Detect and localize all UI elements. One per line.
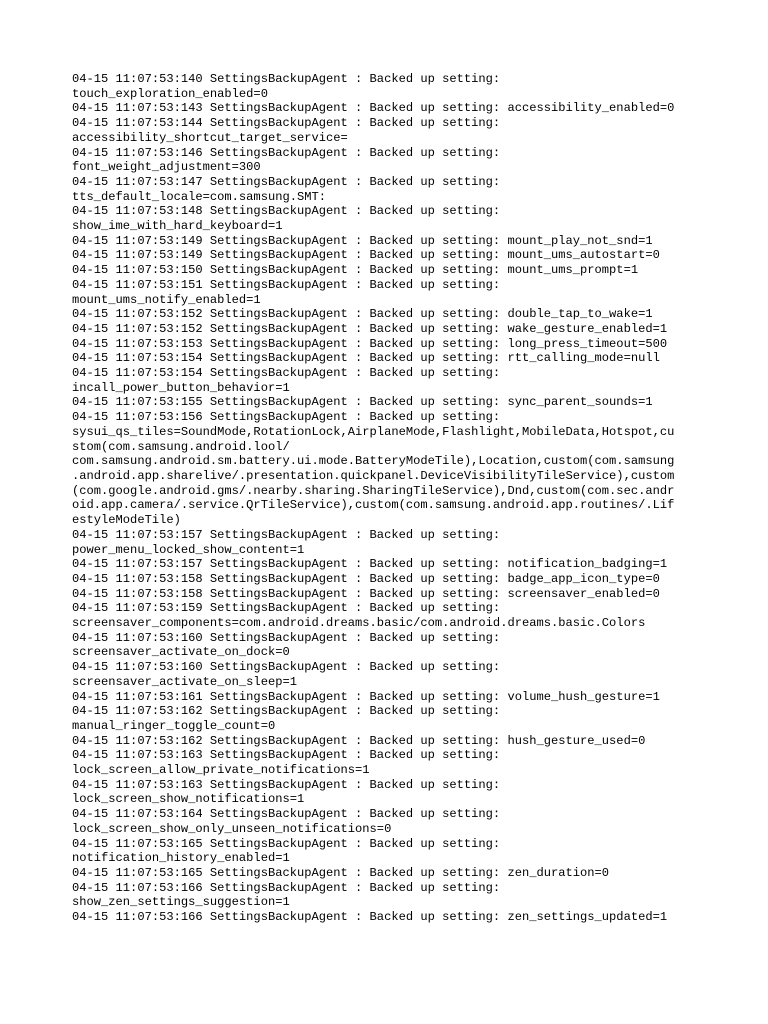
log-line: 04-15 11:07:53:162 SettingsBackupAgent : Backed up setting: xyxy=(72,704,501,719)
log-line: 04-15 11:07:53:140 SettingsBackupAgent : Backed up setting: xyxy=(72,72,501,86)
log-line: com.samsung.android.sm.battery.ui.mode.BatteryModeTile),Location,custom(com.samsung xyxy=(72,454,675,469)
log-line: 04-15 11:07:53:156 SettingsBackupAgent : Backed up setting: xyxy=(72,410,501,425)
log-line: 04-15 11:07:53:143 SettingsBackupAgent : Backed up setting: accessibility_enabled=0 xyxy=(72,101,675,116)
log-line: 04-15 11:07:53:162 SettingsBackupAgent : Backed up setting: hush_gesture_used=0 xyxy=(72,733,646,748)
log-line: manual_ringer_toggle_count=0 xyxy=(72,718,276,733)
log-line: 04-15 11:07:53:154 SettingsBackupAgent : Backed up setting: xyxy=(72,366,501,381)
log-line: 04-15 11:07:53:157 SettingsBackupAgent : Backed up setting: notification_badging=1 xyxy=(72,557,668,572)
log-line: 04-15 11:07:53:157 SettingsBackupAgent : Backed up setting: xyxy=(72,527,501,542)
log-line: 04-15 11:07:53:164 SettingsBackupAgent : Backed up setting: xyxy=(72,807,501,822)
log-line: 04-15 11:07:53:148 SettingsBackupAgent : Backed up setting: xyxy=(72,204,501,219)
log-line: notification_history_enabled=1 xyxy=(72,851,290,866)
log-line: 04-15 11:07:53:151 SettingsBackupAgent : Backed up setting: xyxy=(72,277,501,292)
log-line: 04-15 11:07:53:152 SettingsBackupAgent : Backed up setting: wake_gesture_enabled=1 xyxy=(72,321,668,336)
log-line: lock_screen_show_notifications=1 xyxy=(72,792,305,807)
log-line: 04-15 11:07:53:154 SettingsBackupAgent : Backed up setting: rtt_calling_mode=null xyxy=(72,351,660,366)
log-line: lock_screen_allow_private_notifications=1 xyxy=(72,763,370,778)
log-line: font_weight_adjustment=300 xyxy=(72,160,261,175)
log-line: 04-15 11:07:53:159 SettingsBackupAgent : Backed up setting: xyxy=(72,601,501,616)
log-line: 04-15 11:07:53:161 SettingsBackupAgent : Backed up setting: volume_hush_gesture=1 xyxy=(72,689,660,704)
log-line: .android.app.sharelive/.presentation.quickpanel.DeviceVisibilityTileService),custom xyxy=(72,468,675,483)
log-line: oid.app.camera/.service.QrTileService),custom(com.samsung.android.app.routines/.Lif xyxy=(72,498,675,513)
log-line: 04-15 11:07:53:155 SettingsBackupAgent : Backed up setting: sync_parent_sounds=1 xyxy=(72,395,653,410)
log-line: 04-15 11:07:53:163 SettingsBackupAgent : Backed up setting: xyxy=(72,748,501,763)
log-line: 04-15 11:07:53:165 SettingsBackupAgent : Backed up setting: zen_duration=0 xyxy=(72,865,610,880)
log-line: stom(com.samsung.android.lool/ xyxy=(72,439,290,454)
log-line: 04-15 11:07:53:144 SettingsBackupAgent : Backed up setting: xyxy=(72,116,501,131)
log-line: accessibility_shortcut_target_service= xyxy=(72,130,348,145)
log-line: screensaver_activate_on_sleep=1 xyxy=(72,674,297,689)
log-line: 04-15 11:07:53:146 SettingsBackupAgent : Backed up setting: xyxy=(72,145,501,160)
log-line: 04-15 11:07:53:158 SettingsBackupAgent : Backed up setting: badge_app_icon_type=0 xyxy=(72,571,660,586)
log-line: power_menu_locked_show_content=1 xyxy=(72,542,305,557)
log-line: 04-15 11:07:53:153 SettingsBackupAgent : Backed up setting: long_press_timeout=500 xyxy=(72,336,668,351)
log-line: show_ime_with_hard_keyboard=1 xyxy=(72,219,283,234)
log-line: sysui_qs_tiles=SoundMode,RotationLock,AirplaneMode,Flashlight,MobileData,Hotspot,cu xyxy=(72,424,675,439)
log-line: 04-15 11:07:53:160 SettingsBackupAgent : Backed up setting: xyxy=(72,660,501,675)
log-line: incall_power_button_behavior=1 xyxy=(72,380,290,395)
log-line: 04-15 11:07:53:165 SettingsBackupAgent : Backed up setting: xyxy=(72,836,501,851)
log-line: 04-15 11:07:53:166 SettingsBackupAgent : Backed up setting: zen_settings_updated=1 xyxy=(72,910,668,925)
log-line: 04-15 11:07:53:147 SettingsBackupAgent : Backed up setting: xyxy=(72,174,501,189)
log-line: estyleModeTile) xyxy=(72,513,181,528)
log-body xyxy=(72,72,698,925)
log-line: 04-15 11:07:53:163 SettingsBackupAgent : Backed up setting: xyxy=(72,777,501,792)
log-line: screensaver_components=com.android.dreams.basic/com.android.dreams.basic.Colors xyxy=(72,616,646,631)
log-line: 04-15 11:07:53:158 SettingsBackupAgent : Backed up setting: screensaver_enabled=0 xyxy=(72,586,660,601)
log-line: 04-15 11:07:53:149 SettingsBackupAgent : Backed up setting: mount_ums_autostart=0 xyxy=(72,248,660,263)
log-line: screensaver_activate_on_dock=0 xyxy=(72,645,290,660)
log-document xyxy=(72,72,698,925)
log-line: (com.google.android.gms/.nearby.sharing.SharingTileService),Dnd,custom(com.sec.andr xyxy=(72,483,675,498)
log-line: tts_default_locale=com.samsung.SMT: xyxy=(72,189,327,204)
log-line: 04-15 11:07:53:152 SettingsBackupAgent : Backed up setting: double_tap_to_wake=1 xyxy=(72,307,653,322)
log-line: 04-15 11:07:53:150 SettingsBackupAgent : Backed up setting: mount_ums_prompt=1 xyxy=(72,263,639,278)
log-line: 04-15 11:07:53:160 SettingsBackupAgent : Backed up setting: xyxy=(72,630,501,645)
log-line: mount_ums_notify_enabled=1 xyxy=(72,292,261,307)
log-line: lock_screen_show_only_unseen_notifications=0 xyxy=(72,821,392,836)
log-line: touch_exploration_enabled=0 xyxy=(72,86,268,101)
log-line: 04-15 11:07:53:149 SettingsBackupAgent : Backed up setting: mount_play_not_snd=1 xyxy=(72,233,653,248)
log-line: show_zen_settings_suggestion=1 xyxy=(72,895,290,910)
log-line: 04-15 11:07:53:166 SettingsBackupAgent : Backed up setting: xyxy=(72,880,501,895)
